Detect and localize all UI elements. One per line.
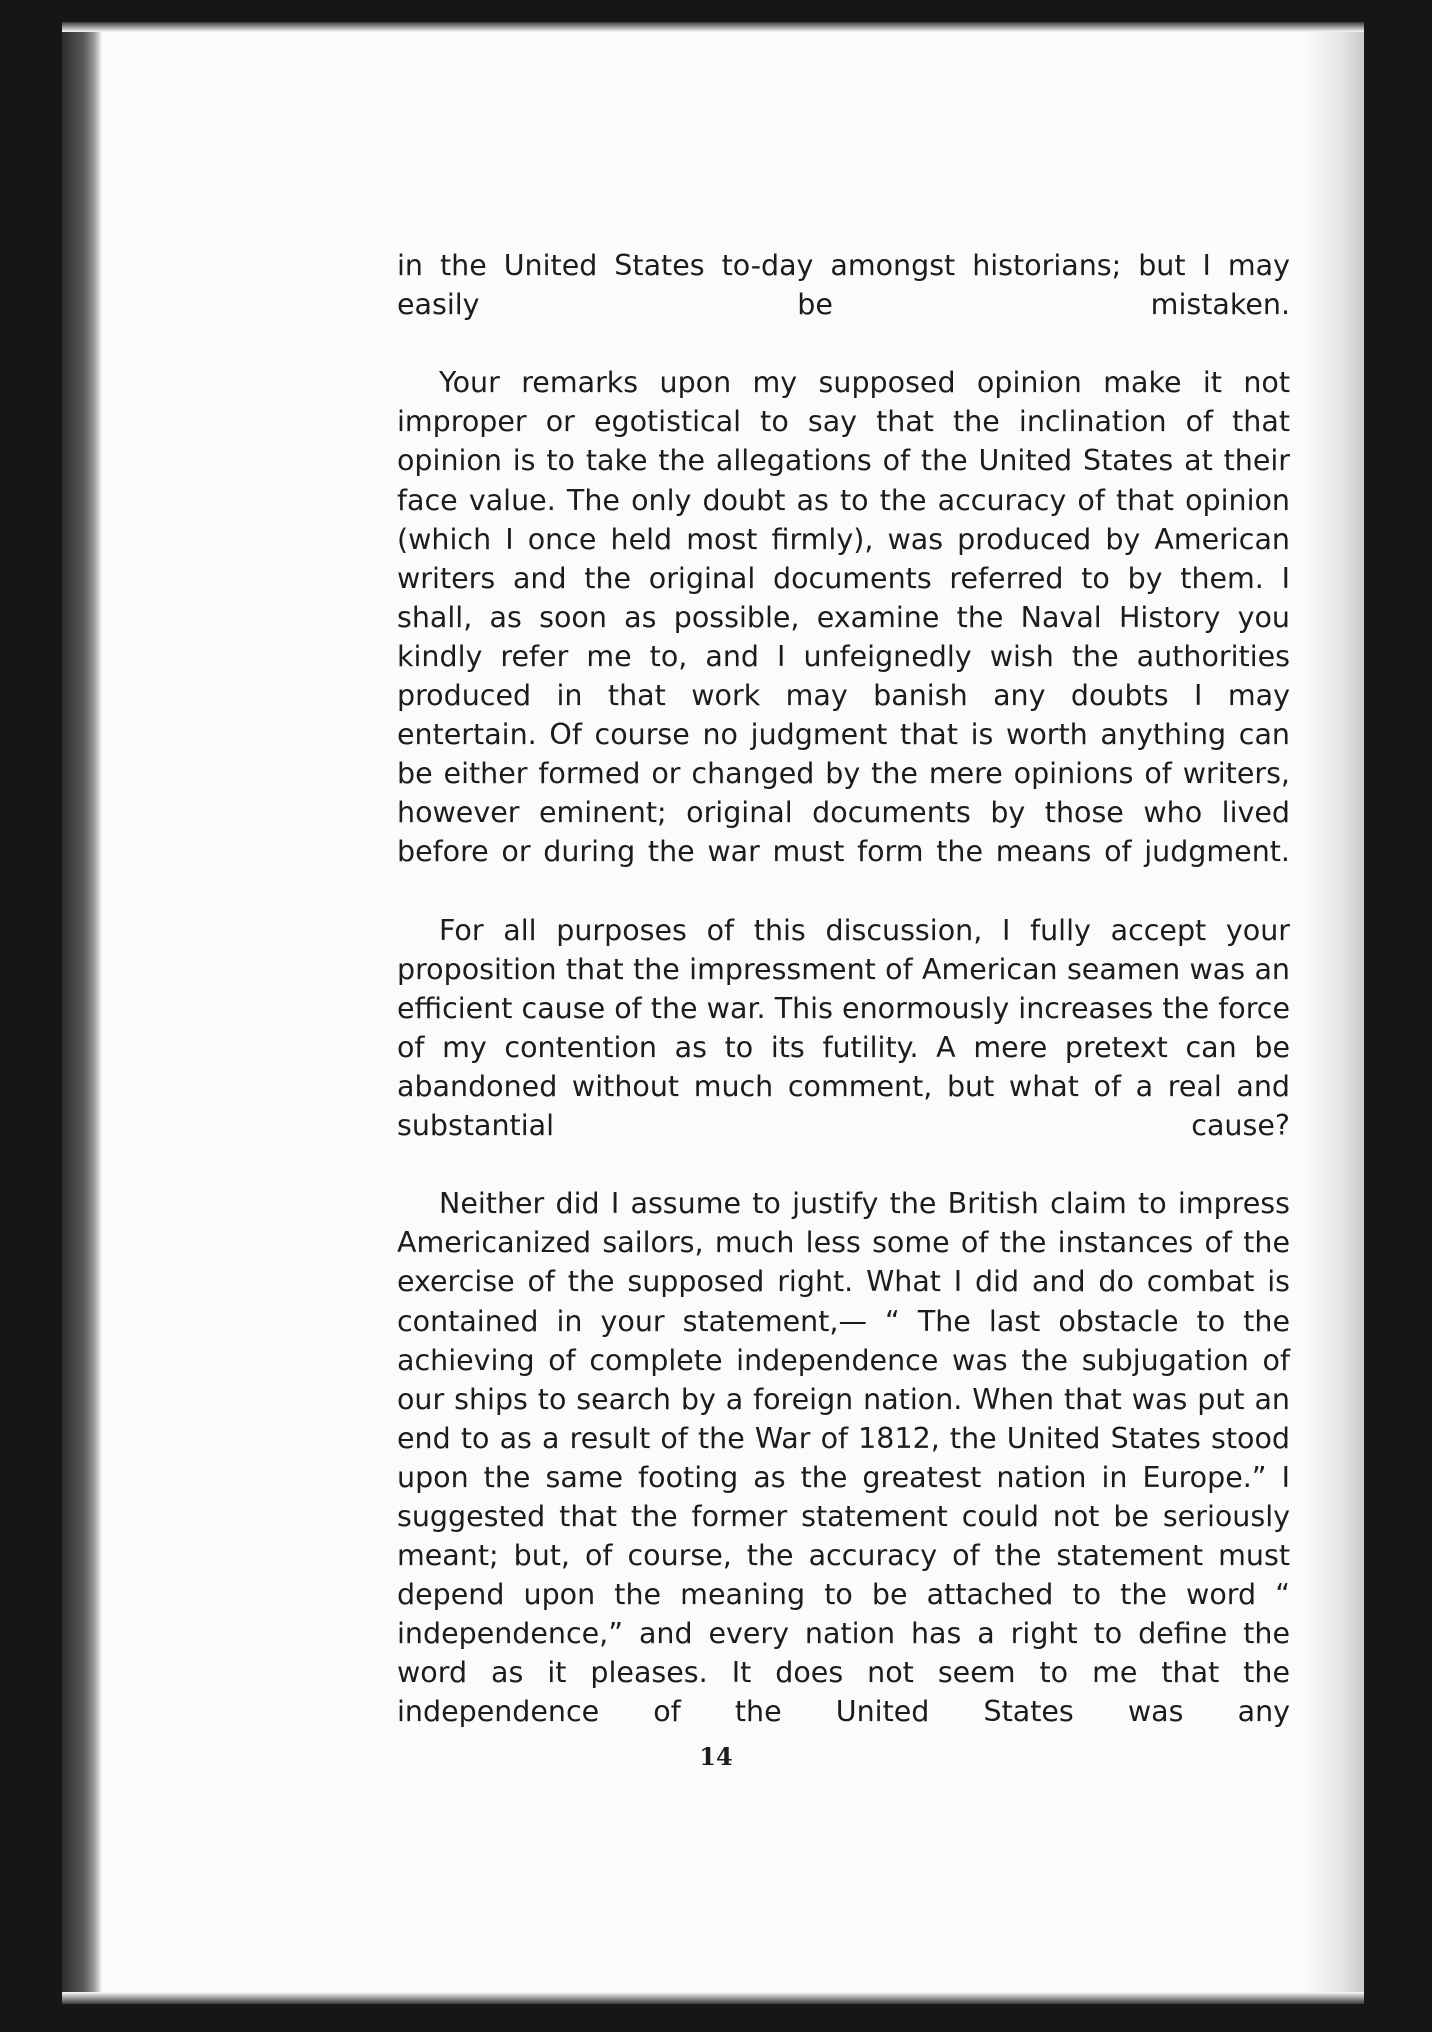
top-edge-shadow xyxy=(62,22,1364,32)
page-edge xyxy=(1302,22,1364,2004)
page-number: 14 xyxy=(699,1742,733,1771)
book-page xyxy=(62,22,1364,2004)
paragraph-continuation: in the United States to-day amongst historians; but I may easily be mistaken. xyxy=(397,249,1290,322)
paragraph-opinion: Your remarks upon my supposed opinion make it not improper or egotistical to say that the inclination of that opinion is to take the allegations of the United States at their face value. The only doubt as to the accuracy of that opinion (which I once held most firmly), was produced by American writers and the original documents referred to by them. I shall, as soon as possible, examine the Naval History you kindly refer me to, and I unfeignedly wish the authorities produced in that work may banish any doubts I may entertain. Of course no judgment that is worth anything can be either formed or changed by the mere opinions of writers, however eminent; original documents by those who lived before or during the war must form the means of judgment. xyxy=(397,366,1290,869)
bottom-edge-shadow xyxy=(62,1992,1364,2004)
paragraph-independence: Neither did I assume to justify the British claim to impress Americanized sailors, much less some of the instances of the exercise of the supposed right. What I did and do combat is contained in your statement,— “ The last obstacle to the achieving of complete independence was the subjugation of our ships to search by a foreign nation. When that was put an end to as a result of the War of 1812, the United States stood upon the same footing as the greatest nation in Europe.” I suggested that the former statement could not be seriously meant; but, of course, the accuracy of the statement must depend upon the meaning to be attached to the word “ independence,” and every nation has a right to define the word as it pleases. It does not seem to me that the independence of the United States was any xyxy=(397,1187,1290,1729)
spine-shadow xyxy=(62,22,102,2004)
paragraph-impressment: For all purposes of this discussion, I fully accept your proposition that the impressment of American seamen was an efficient cause of the war. This enormously increases the force of my contention as to its futility. A mere pretext can be abandoned without much comment, but what of a real and substantial cause? xyxy=(397,913,1290,1143)
body-text xyxy=(397,246,1290,1771)
